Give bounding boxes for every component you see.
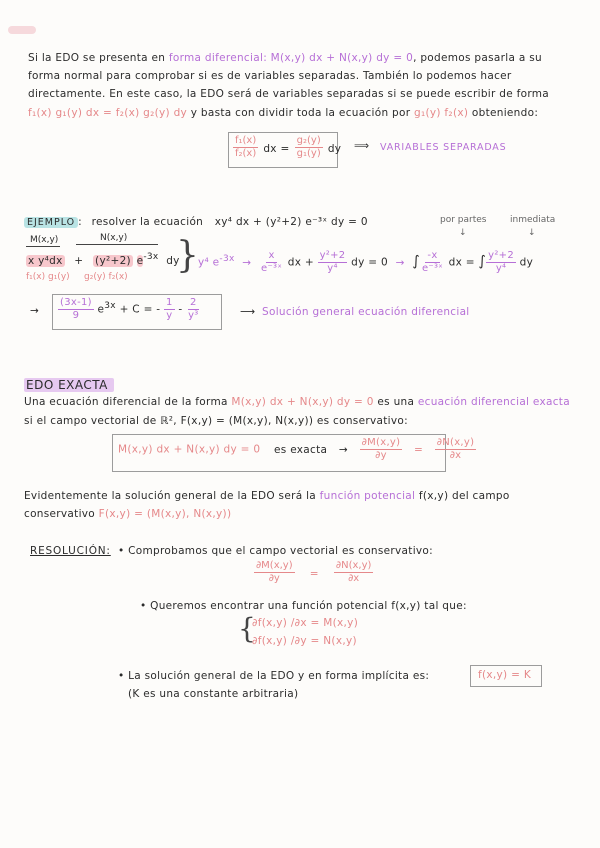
exacta-condition: M(x,y) dx + N(x,y) dy = 0 es exacta → $\frac{\partial M(x,y)}{\partial y}$ = $\frac{\partial N(x,y)}{\partial x}$ — [118, 437, 475, 461]
solution-label: Solución general ecuación diferencial — [262, 306, 470, 318]
exacta-line-3: Evidentemente la solución general de la EDO será la función potencial f(x,y) del campo — [24, 490, 510, 502]
implies-arrow: ⟹ — [354, 140, 370, 152]
bullet-2-brace: { — [238, 612, 256, 645]
solution-formula: $\frac{(3x-1)}{9}$ $e^{3x} + C$ = - $\frac{1}{y}$ - $\frac{2}{\text{y³}}$ — [60, 297, 199, 321]
label-M: M(x,y) — [30, 235, 59, 245]
bullet-2-eq-1: ∂f(x,y) /∂x = M(x,y) — [252, 617, 359, 629]
bullet-2: • Queremos encontrar una función potencial f(x,y) tal que: — [140, 600, 467, 612]
down-arrow-1: ↓ — [459, 228, 467, 238]
variables-separadas-formula: $\frac{\text{f₁(x)}}{\text{f₂(x)}}$ dx = $\frac{\text{g₂(y)}}{\text{g₁(y)}}$ dy — [235, 135, 342, 159]
intro-line-3: directamente. En este caso, la EDO será de variables separadas si se puede escribir de forma — [28, 88, 550, 100]
inmediata-note: inmediata — [510, 215, 556, 225]
implicit-solution: f(x,y) = K — [478, 669, 532, 681]
intro-line-2: forma normal para comprobar si es de variables separadas. También lo podemos hacer — [28, 70, 512, 82]
resolucion-label: RESOLUCIÓN: — [30, 545, 111, 557]
exacta-line-1: Una ecuación diferencial de la forma M(x,y) dx + N(x,y) dy = 0 es una ecuación diferencial exacta — [24, 396, 570, 408]
right-brace: } — [176, 235, 199, 276]
decorative-smudge — [8, 26, 36, 34]
bullet-1-equation: $\frac{\partial M(x,y)}{\partial y}$ = $\frac{\partial N(x,y)}{\partial x}$ — [256, 560, 372, 584]
intro-line-4: f₁(x) g₁(y) dx = f₂(x) g₂(y) dy y basta con dividir toda la ecuación por g₁(y) f₂(x) obteniendo: — [28, 107, 539, 119]
por-partes-note: por partes — [440, 215, 487, 225]
section-heading-edo-exacta: EDO EXACTA — [24, 374, 114, 393]
solution-arrow: ⟶ — [240, 306, 256, 318]
bullet-3-note: (K es una constante arbitraria) — [128, 688, 299, 700]
label-N: N(x,y) — [100, 233, 128, 243]
arrow-to-solution: → — [30, 305, 40, 317]
intro-line-1: Si la EDO se presenta en forma diferencial: M(x,y) dx + N(x,y) dy = 0, podemos pasarla a su — [28, 52, 542, 64]
separated-equation: y⁴ $e^{-3x}$ → $\frac{x}{\text{e⁻³ˣ}}$ dx + $\frac{\text{y²+2}}{\text{y⁴}}$ dy = 0 → ∫ $\frac{-x}{\text{e⁻³ˣ}}$ dx = ∫ $\frac{\text{y²+2}}{\text{y⁴}}$ dy — [198, 250, 534, 274]
bullet-3: • La solución general de la EDO y en forma implícita es: — [118, 670, 430, 682]
bullet-1: • Comprobamos que el campo vectorial es conservativo: — [118, 545, 433, 557]
variables-separadas-label: VARIABLES SEPARADAS — [380, 142, 507, 153]
exacta-line-2: si el campo vectorial de ℝ², F(x,y) = (M(x,y), N(x,y)) es conservativo: — [24, 415, 408, 427]
example-line: EJEMPLO : resolver la ecuación xy⁴ dx + (y²+2) e⁻³ˣ dy = 0 — [24, 216, 368, 228]
underbrace-M — [26, 246, 60, 250]
underbrace-N — [76, 244, 158, 248]
label-f1g1: f₁(x) g₁(y) — [26, 272, 70, 282]
label-g2f2: g₂(y) f₂(x) — [84, 272, 128, 282]
example-split-equation: x y⁴dx + (y²+2) $e^{-3x}$ dy — [28, 252, 180, 267]
down-arrow-2: ↓ — [528, 228, 536, 238]
exacta-line-4: conservativo F(x,y) = (M(x,y), N(x,y)) — [24, 508, 232, 520]
bullet-2-eq-2: ∂f(x,y) /∂y = N(x,y) — [252, 635, 357, 647]
example-tag: EJEMPLO — [24, 217, 78, 228]
